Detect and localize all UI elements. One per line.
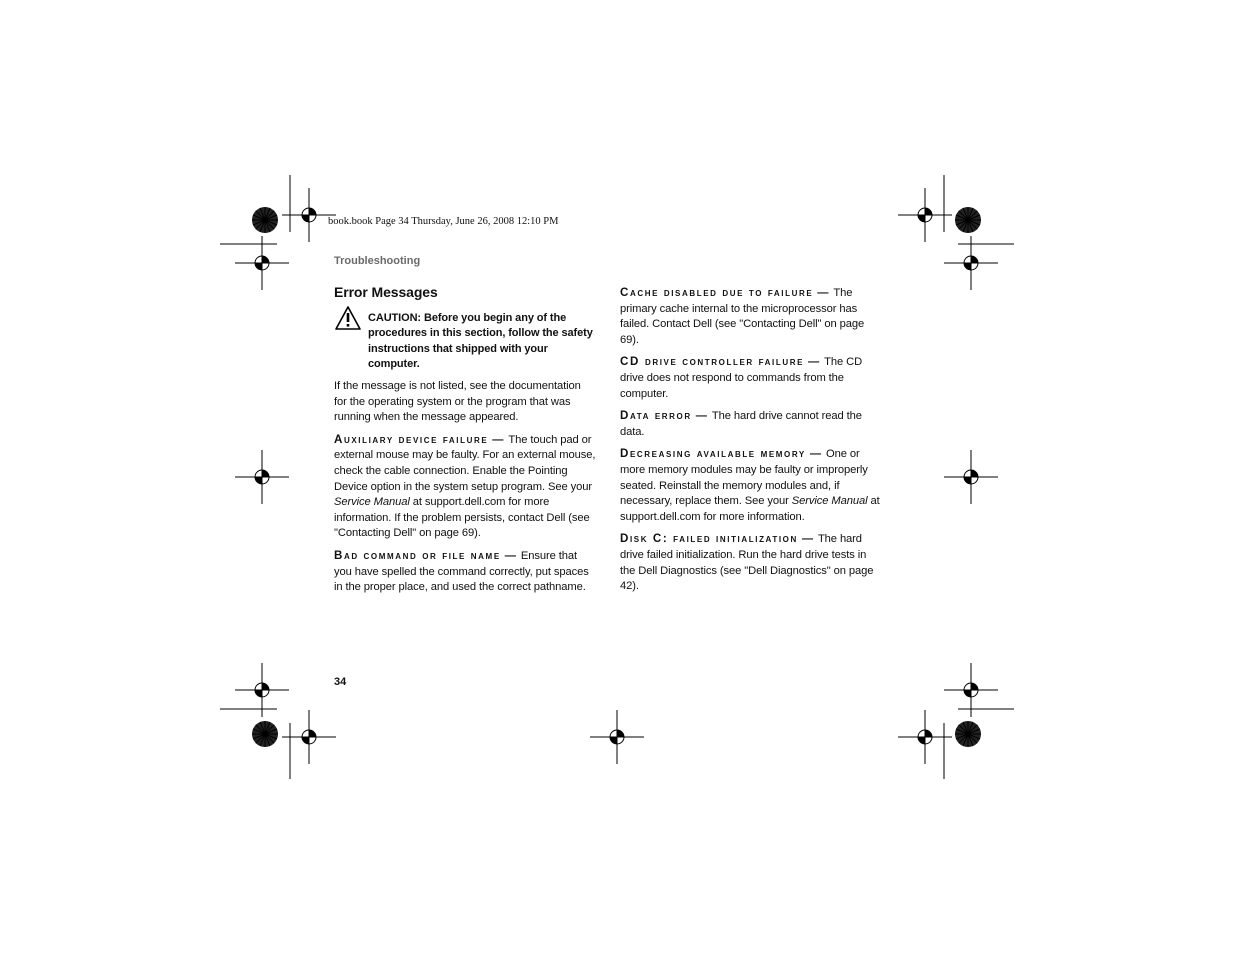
print-header: book.book Page 34 Thursday, June 26, 2008 12:10 PM: [328, 216, 559, 227]
em-dash: —: [695, 410, 707, 423]
error-entry-disk-c: [620, 531, 880, 594]
error-entry-bad-command: [334, 548, 596, 596]
section-title: Error Messages: [334, 284, 438, 300]
manual-title: Service Manual: [334, 496, 410, 509]
page-number: 34: [334, 676, 347, 688]
error-entry-cache-disabled: [620, 285, 880, 348]
entry-text: The hard drive cannot read the data.: [620, 410, 862, 438]
caution-text: Before you begin any of the procedures in this section, follow the safety instructions that shipped with your computer.: [368, 311, 593, 371]
entry-text: One or more memory modules may be faulty or improperly seated. Reinstall the memory modules and, if necessary, replace them. See your: [620, 448, 868, 508]
error-term: Auxiliary device failure: [334, 432, 489, 446]
intro-paragraph: If the message is not listed, see the documentation for the operating system or the program that was running when the message appeared.: [334, 379, 581, 424]
support-url: support.dell.com: [620, 510, 701, 523]
error-term: Cache disabled due to failure: [620, 286, 814, 299]
error-entry-cd-drive: [620, 354, 880, 402]
right-column: [620, 285, 880, 601]
entry-text: The hard drive failed initialization. Run the hard drive tests in the Dell Diagnostics (see "Dell Diagnostics" on page 42).: [620, 533, 874, 593]
error-term: drive controller failure: [644, 355, 805, 369]
entry-text: Ensure that you have spelled the command correctly, put spaces in the proper place, and used the correct pathname.: [334, 549, 589, 594]
entry-text: at: [867, 495, 880, 508]
error-term-prefix: CD: [620, 355, 640, 369]
manual-title: Service Manual: [791, 495, 868, 508]
entry-text: at: [409, 496, 425, 509]
running-head: Troubleshooting: [334, 255, 421, 267]
error-term: Decreasing available memory: [620, 447, 806, 461]
em-dash: —: [504, 549, 516, 562]
em-dash: —: [809, 448, 821, 461]
warning-triangle-icon: [334, 305, 362, 331]
ui-option-name: Pointing Device: [334, 464, 568, 493]
error-term: Data error: [620, 409, 692, 423]
entry-text: The touch pad or external mouse may be faulty. For an external mouse, check the cable connection. Enable the: [334, 433, 596, 477]
entry-text: for more information. If the problem persists, contact Dell (see "Contacting Dell" on page 69).: [334, 496, 590, 540]
em-dash: —: [492, 433, 504, 446]
em-dash: —: [801, 533, 813, 546]
em-dash: —: [817, 287, 829, 299]
entry-text: option in the system setup program. See your: [367, 480, 592, 493]
error-term: Disk C: failed initialization: [620, 532, 798, 546]
entry-text: for more information.: [700, 510, 805, 523]
entry-text: The primary cache internal to the microprocessor has failed. Contact Dell (see "Contacting Dell" on page 69).: [620, 287, 865, 346]
caution-label: CAUTION:: [368, 311, 421, 324]
error-term: Bad command or file name: [334, 548, 501, 562]
error-entry-data-error: [620, 408, 880, 440]
error-entry-decreasing-memory: [620, 446, 880, 525]
em-dash: —: [808, 356, 820, 369]
left-column: [334, 285, 596, 602]
entry-text: The CD drive does not respond to commands from the computer.: [620, 356, 863, 400]
support-url: support.dell.com: [424, 496, 506, 509]
caution-notice: [334, 311, 596, 373]
error-entry-auxiliary: [334, 432, 596, 542]
